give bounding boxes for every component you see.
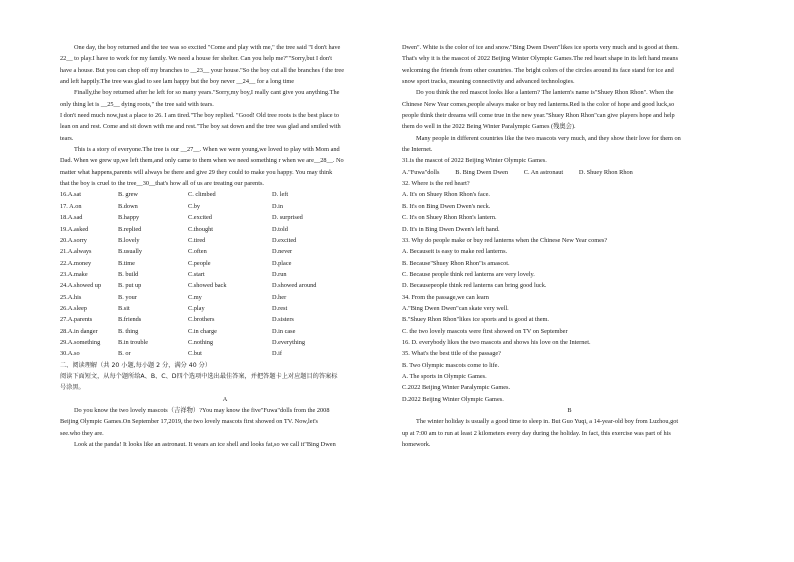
story-line: only thing let is __25__ dying roots," the tree said with tears. xyxy=(60,100,214,108)
option-b: B.down xyxy=(118,202,138,210)
passage-label: B xyxy=(567,407,572,414)
passage-line: snow sport tracks, meaning connectivity and advanced technologies. xyxy=(402,78,575,86)
question-option: 16. D. everybody likes the two mascots and shows his love on the Internet. xyxy=(402,338,591,346)
passage-line: The winter holiday is usually a good time to sleep in. But Guo Yuqi, a 14-year-old boy from Luzhou,got xyxy=(416,418,679,426)
option-d: D.rest xyxy=(272,304,288,312)
option-d: D.place xyxy=(272,259,292,267)
question-34: 34. From the passage,we can learn xyxy=(402,293,489,301)
option-d: D.in case xyxy=(272,327,296,335)
option-row xyxy=(60,246,390,257)
option-a: 21.A.always xyxy=(60,248,92,256)
story-line: 22__ to play.I have to work for my family. We need a house fer shelter. Can you help me?""Sorry,but I don't xyxy=(60,55,332,63)
question-option: A. Becauseit is easy to make red lanterns. xyxy=(402,248,508,256)
option-row xyxy=(60,314,390,325)
story-line: that the boy is cruel to the tree__30__that's how all of us are treating our parents. xyxy=(60,180,264,188)
passage-line: up at 7:00 am to run at least 2 kilometers every day during the holiday. In fact, this exercise was part of his xyxy=(402,429,671,437)
instruction-text: 号涂黑。 xyxy=(60,384,85,392)
passage-line: Many people in different countries like the two mascots very much, and they show their love for them on xyxy=(416,134,681,142)
option-row xyxy=(60,280,390,291)
left-column xyxy=(60,42,390,450)
question-33: 33. Why do people make or buy red lanterns when the Chinese New Year comes? xyxy=(402,236,608,244)
story-line: I don't need much now,just a place to 26. I am tired."The boy replied. "Good! Old tree roots is the best place to xyxy=(60,112,340,120)
story-line: matter what happens,parents will always be there and give 29 they could to make you happy. You may think xyxy=(60,168,333,176)
option-a: 25.A.his xyxy=(60,293,82,301)
option-a: 24.A.showed up xyxy=(60,282,102,290)
option-c: C.thought xyxy=(188,225,214,233)
option-b: B.lovely xyxy=(118,236,140,244)
instruction-text: 阅读下面短文，从每个题所给A、B、C、D四个选项中选出最佳答案，并把答题卡上对应题目的答案标 xyxy=(60,372,338,380)
option-c: C.start xyxy=(188,270,205,278)
story-line: have a house. But you can chop off my branches to __23__ your house."So the boy cut all the branches f the tree xyxy=(60,66,344,74)
option-c: C.in charge xyxy=(188,327,217,335)
question-option: C.2022 Beijing Winter Paralympic Games. xyxy=(402,384,511,392)
option-row xyxy=(60,201,390,212)
option-c: C.tired xyxy=(188,236,206,244)
option-b: B. your xyxy=(118,293,137,301)
option-b: B.time xyxy=(118,259,135,267)
passage-line: welcoming the friends from other countries. The bright colors of the circles around its face stand for ice and xyxy=(402,66,674,74)
option-d: D.everything xyxy=(272,338,306,346)
passage-line: Dwen". White is the color of ice and snow."Bing Dwen Dwen"likes ice sports very much and is good at them. xyxy=(402,44,679,51)
option-c: C.nothing xyxy=(188,338,214,346)
option-d: D. surprised xyxy=(272,214,303,222)
option-a: 20.A.sorry xyxy=(60,236,87,244)
option-c: C.people xyxy=(188,259,211,267)
passage-line: Do you know the two lovely mascots（吉祥物）?You may know the five"Fuwa"dolls from the 2008 xyxy=(74,407,330,414)
question-option: C. It's on Shuey Rhon Rhon's lantern. xyxy=(402,214,497,222)
passage-label: A xyxy=(222,395,228,403)
option-c: C.excited xyxy=(188,214,212,222)
option-c: C.brothers xyxy=(188,316,215,324)
option-d: D.told xyxy=(272,225,288,233)
question-option: A. The sports in Olympic Games. xyxy=(402,372,487,380)
option-a: 19.A.asked xyxy=(60,225,89,233)
option-d: D.run xyxy=(272,270,287,278)
option-b: B. put up xyxy=(118,282,142,290)
option-b: B.happy xyxy=(118,214,140,222)
option-b: B.sit xyxy=(118,304,130,312)
passage-line: people think their dreams will come true in the new year."Shuey Rhon Rhon"can give players hope and help xyxy=(402,112,675,120)
right-column xyxy=(402,42,737,450)
option-a: 30.A.so xyxy=(60,350,80,358)
option-d: D.if xyxy=(272,350,282,358)
option-c: C. climbed xyxy=(188,191,216,199)
passage-line: That's why it is the mascot of 2022 Beijing Winter Olympic Games.The red heart shape in its left hand means xyxy=(402,55,679,63)
option-a: 16.A.sat xyxy=(60,191,81,199)
passage-line: them do well in the 2022 Being Winter Paralympic Games (残奥会). xyxy=(402,123,576,131)
question-31-options: A."Fuwa"dolls B. Bing Dwen Dwen C. An astronaut D. Shuey Rhon Rhon xyxy=(402,168,633,176)
passage-line: Do you think the red mascot looks like a lantern? The lantern's name is"Shuey Rhon Rhon". When the xyxy=(416,89,674,97)
option-row xyxy=(60,189,390,200)
passage-line: homework. xyxy=(402,441,431,449)
option-a: 23.A.make xyxy=(60,270,88,278)
option-row xyxy=(60,269,390,280)
passage-line: Beijing Olympic Games.On September 17,2019, the two lovely mascots first showed on TV. Now,let's xyxy=(60,418,318,426)
story-line: Dad. When we grew up,we left them,and only came to them when we need something r when we are__28__. No xyxy=(60,157,344,165)
story-line: lean on and rest. Come and sit down with me and rest."The boy sat down and the tree was glad and smiled with xyxy=(60,123,341,131)
option-c: C.showed back xyxy=(188,282,227,290)
question-option: A."Bing Dwen Dwen"can skate very well. xyxy=(402,304,509,312)
section-title: 二、阅读理解（共 20 小题,每小题 2 分，满分 40 分） xyxy=(60,361,212,369)
option-row xyxy=(60,212,390,223)
option-d: D.in xyxy=(272,202,284,210)
question-option: B. Two Olympic mascots come to life. xyxy=(402,361,500,369)
option-b: B.friends xyxy=(118,316,142,324)
option-c: C.by xyxy=(188,202,201,210)
question-option: B. It's on Bing Dwen Dwen's neck. xyxy=(402,202,491,210)
option-b: B.usually xyxy=(118,248,142,256)
question-option: A. It's on Shuey Rhon Rhon's face. xyxy=(402,191,490,199)
option-a: 27.A.parents xyxy=(60,316,93,324)
question-option: D. It's in Bing Dwen Dwen's left hand. xyxy=(402,225,500,233)
option-row xyxy=(60,326,390,337)
passage-line: Look at the panda! It looks like an astronaut. It wears an ice shell and looks fat,so we call it"Bing Dwen xyxy=(74,441,336,449)
option-d: D.her xyxy=(272,293,287,301)
option-c: C.play xyxy=(188,304,205,312)
option-d: D.excited xyxy=(272,236,297,244)
cloze-options xyxy=(60,189,390,359)
story-line: and left happily.The tree was glad to see lam happy but the boy never __24__ for a long time xyxy=(60,78,295,86)
option-d: D.never xyxy=(272,248,293,256)
option-a: 22.A.money xyxy=(60,259,92,267)
option-d: D.sisters xyxy=(272,316,294,324)
option-b: B. build xyxy=(118,270,139,278)
option-b: B. grew xyxy=(118,191,138,199)
option-a: 29.A.something xyxy=(60,338,101,346)
passage-line: Chinese New Year comes,people always make or buy red lanterns.Red is the color of hope and good luck,so xyxy=(402,100,675,108)
question-35: 35. What's the best title of the passage? xyxy=(402,350,501,358)
option-a: 26.A.sleep xyxy=(60,304,87,312)
option-row xyxy=(60,224,390,235)
option-row xyxy=(60,258,390,269)
option-d: D.showed around xyxy=(272,282,317,290)
option-c: C.my xyxy=(188,293,202,301)
question-option: B."Shuey Rhon Rhon"likes ice sports and is good at them. xyxy=(402,316,549,324)
story-line: Finally,the boy returned after he left for so many years."Sorry,my boy,I really cant give you anything.The xyxy=(74,89,340,97)
question-option: C. Because people think red lanterns are very lovely. xyxy=(402,270,535,278)
story-line: One day, the boy returned and the tee was so excited "Come and play with me," the tree said "I don't have xyxy=(74,44,341,51)
option-b: B.replied xyxy=(118,225,142,233)
passage-line: the Internet. xyxy=(402,146,433,154)
option-c: C.but xyxy=(188,350,202,358)
option-b: B. or xyxy=(118,350,131,358)
question-option: B. Because"Shuey Rhon Rhon"is amascot. xyxy=(402,259,510,267)
option-row xyxy=(60,337,390,348)
option-b: B. thing xyxy=(118,327,139,335)
question-31: 31.is the mascot of 2022 Beijing Winter Olympic Games. xyxy=(402,157,547,165)
option-row xyxy=(60,348,390,359)
question-option: D.2022 Beijing Winter Olympic Games. xyxy=(402,395,504,403)
option-a: 28.A.in danger xyxy=(60,327,98,335)
option-row xyxy=(60,292,390,303)
question-32: 32. Where is the red heart? xyxy=(402,180,470,188)
option-d: D. left xyxy=(272,191,289,199)
option-c: C.often xyxy=(188,248,207,256)
option-a: 18.A.sad xyxy=(60,214,83,222)
passage-line: see.who they are. xyxy=(60,429,104,437)
option-b: B.in trouble xyxy=(118,338,149,346)
question-option: D. Becausepeople think red lanterns can bring good luck. xyxy=(402,282,547,290)
question-option: C. the two lovely mascots were first showed on TV on September xyxy=(402,327,568,335)
option-row xyxy=(60,235,390,246)
story-line: This is a story of everyone.The tree is our __27__. When we were young,we loved to play with Mom and xyxy=(74,146,340,154)
story-line: tears. xyxy=(60,134,74,142)
option-a: 17. A.on xyxy=(60,202,82,210)
option-row xyxy=(60,303,390,314)
